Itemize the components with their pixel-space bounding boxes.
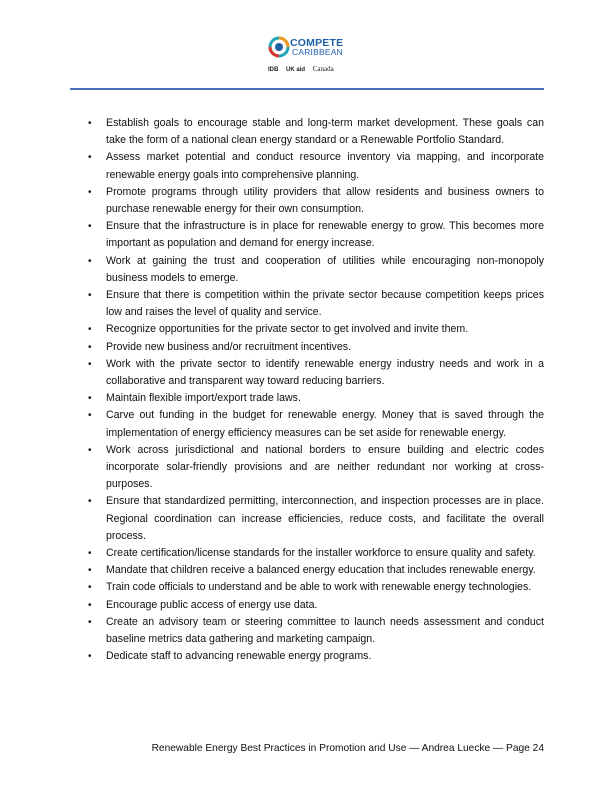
list-item-text: Promote programs through utility providers that allow residents and business owners to purchase renewable energy for their own consumption.	[106, 185, 544, 216]
list-item-text: Assess market potential and conduct resource inventory via mapping, and incorporate renewable energy goals into comprehensive planning.	[106, 151, 544, 181]
list-item-text: Work at gaining the trust and cooperation of utilities while encouraging non-monopoly business models to emerge.	[106, 254, 544, 284]
list-item-text: Establish goals to encourage stable and long-term market development. These goals can take the form of a national clean energy standard or a Renewable Portfolio Standard.	[106, 117, 544, 147]
bullet-icon: •	[88, 651, 92, 663]
list-item	[88, 545, 544, 562]
list-item	[88, 115, 544, 149]
bullet-icon: •	[88, 444, 92, 456]
bullet-icon: •	[88, 548, 92, 560]
list-item-text: Ensure that the infrastructure is in place for renewable energy to grow. This becomes more important as population and demand for energy increase.	[106, 220, 544, 250]
list-item	[88, 287, 544, 321]
logo-subtitle: CARIBBEAN	[292, 47, 343, 57]
header-divider	[70, 88, 544, 90]
idb-logo: IDB	[268, 67, 279, 73]
list-item	[88, 579, 544, 596]
list-item-text: Dedicate staff to advancing renewable energy programs.	[106, 650, 372, 663]
bullet-icon: •	[88, 616, 92, 628]
page-footer: Renewable Energy Best Practices in Promotion and Use — Andrea Luecke — Page 24	[151, 743, 544, 754]
list-item-text: Ensure that there is competition within the private sector because competition keeps prices low and raises the level of quality and service.	[106, 289, 544, 319]
list-item	[88, 184, 544, 218]
list-item	[88, 648, 544, 665]
canada-logo: Canada	[312, 65, 334, 73]
list-item-text: Work across jurisdictional and national borders to ensure building and electric codes incorporate solar-friendly provisions and are neither redundant nor working at cross-purposes.	[106, 443, 544, 491]
list-item	[88, 356, 544, 390]
list-item	[88, 149, 544, 183]
list-item	[88, 253, 544, 287]
list-item	[88, 321, 544, 338]
list-item-text: Create certification/license standards for the installer workforce to ensure quality and safety.	[106, 547, 536, 560]
bullet-icon: •	[88, 186, 92, 198]
list-item-text: Provide new business and/or recruitment incentives.	[106, 340, 351, 353]
list-item	[88, 614, 544, 648]
bullet-icon: •	[88, 393, 92, 405]
list-item	[88, 562, 544, 579]
list-item	[88, 339, 544, 356]
list-item	[88, 493, 544, 545]
list-item-text: Recognize opportunities for the private sector to get involved and invite them.	[106, 323, 469, 336]
list-item	[88, 442, 544, 494]
list-item-text: Work with the private sector to identify renewable energy industry needs and work in a collaborative and transparent way toward reducing barriers.	[106, 357, 544, 388]
bullet-icon: •	[88, 565, 92, 577]
logo-title: COMPETE	[290, 37, 344, 49]
list-item	[88, 218, 544, 252]
bullet-icon: •	[88, 358, 92, 370]
bullet-icon: •	[88, 599, 92, 611]
recommendations-list	[88, 115, 544, 666]
bullet-icon: •	[88, 290, 92, 302]
page-header	[0, 30, 612, 90]
list-item-text: Encourage public access of energy use data.	[106, 598, 318, 611]
bullet-icon: •	[88, 582, 92, 594]
list-item-text: Carve out funding in the budget for renewable energy. Money that is saved through the implementation of energy efficiency measures can be set aside for renewable energy.	[106, 409, 544, 439]
list-item-text: Mandate that children receive a balanced energy education that includes renewable energy.	[106, 564, 536, 577]
bullet-icon: •	[88, 324, 92, 336]
list-item	[88, 597, 544, 614]
list-item-text: Maintain flexible import/export trade laws.	[106, 392, 301, 405]
list-item	[88, 390, 544, 407]
bullet-icon: •	[88, 255, 92, 267]
compete-caribbean-logo-icon	[268, 36, 290, 58]
bullet-icon: •	[88, 496, 92, 508]
bullet-icon: •	[88, 410, 92, 422]
partner-logos	[268, 64, 358, 74]
list-item	[88, 407, 544, 441]
bullet-icon: •	[88, 341, 92, 353]
list-item-text: Ensure that standardized permitting, interconnection, and inspection processes are in place. Regional coordination can increase efficiencies, reduce costs, and facilitate the overall process.	[106, 495, 544, 542]
bullet-icon: •	[88, 221, 92, 233]
bullet-icon: •	[88, 118, 92, 129]
ukaid-logo: UK aid	[286, 67, 306, 73]
bullet-icon: •	[88, 152, 92, 164]
list-item-text: Train code officials to understand and be able to work with renewable energy technologies.	[106, 581, 532, 594]
page-body	[88, 115, 544, 666]
list-item-text: Create an advisory team or steering committee to launch needs assessment and conduct baseline metrics data gathering and marketing campaign.	[106, 615, 544, 646]
